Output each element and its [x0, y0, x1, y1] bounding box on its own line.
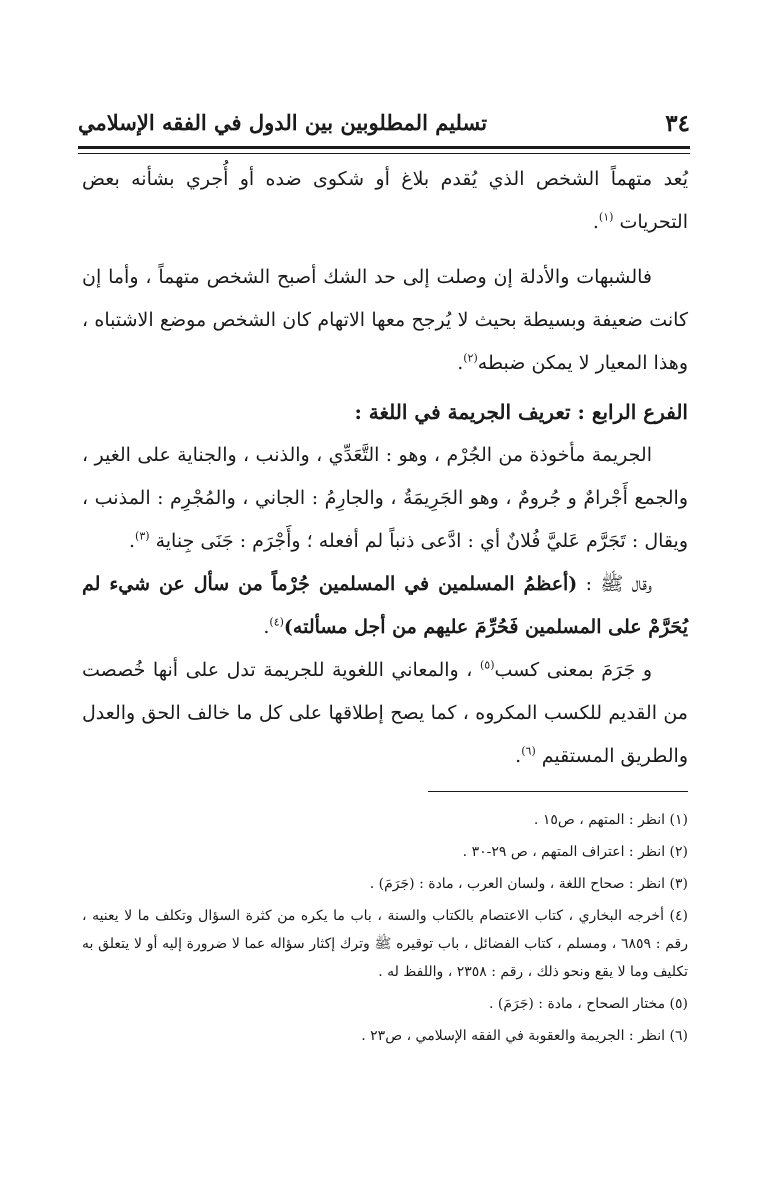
page-header: [78, 106, 690, 142]
paragraph-4: وقال ﷺ : (أعظمُ المسلمين في المسلمين جُرْماً من سأل عن شيء لم يُحَرَّمْ على المسلمين فَحُرِّمَ عليهم من أجل مسألته)$^{(٤)}$.: [82, 573, 688, 638]
header-rule-thick: [78, 146, 690, 149]
header-rule-thin: [78, 153, 690, 154]
footnote-ref-5: (٥): [479, 658, 495, 672]
footnotes: [82, 806, 688, 1054]
footnote-4: (٤) أخرجه البخاري ، كتاب الاعتصام بالكتاب والسنة ، باب ما يكره من كثرة السؤال وتكلف ما لا يعنيه ، رقم : ٦٨٥٩ ، ومسلم ، كتاب الفضائل ، باب توقيره ﷺ وترك إكثار سؤاله عما لا ضرورة إليه أو لا يتعلق به تكليف وما لا يقع ونحو ذلك ، رقم : ٢٣٥٨ ، واللفظ له .: [82, 908, 688, 980]
body-text: [82, 158, 688, 778]
paragraph-1: يُعد متهماً الشخص الذي يُقدم بلاغ أو شكوى ضده أو أُجري بشأنه بعض التحريات $^{(١)}$.: [82, 168, 688, 233]
paragraph-5-text-a: و جَرَمَ بمعنى كسب: [494, 659, 652, 681]
page-number: ٣٤: [665, 110, 690, 137]
footnote-separator: [428, 791, 688, 792]
footnote-1: (١) انظر : المتهم ، ص١٥ .: [533, 812, 688, 828]
paragraph-5-text-b: ، والمعاني اللغوية للجريمة تدل على أنها خُصصت من القديم للكسب المكروه ، كما يصح إطلاقها على كل ما خالف الحق والعدل والطريق المستقيم: [82, 659, 688, 767]
paragraph-3: الجريمة مأخوذة من الجُرْم ، وهو : التَّعَدِّي ، والذنب ، والجناية على الغير ، والجمع أَجْرامٌ و جُرومٌ ، وهو الجَرِيمَةُ ، والجارِمُ : الجاني ، والمُجْرِم : المذنب ، ويقال : تَجَرَّم عَليَّ فُلانٌ أي : ادَّعى ذنباً لم أفعله ؛ وأَجْرَم : جَنَى جِناية $^{(٣)}$.: [82, 444, 688, 552]
paragraph-1-text: يُعد متهماً الشخص الذي يُقدم بلاغ أو شكوى ضده أو أُجري بشأنه بعض التحريات: [82, 168, 688, 233]
paragraph-2-text: فالشبهات والأدلة إن وصلت إلى حد الشك أصبح الشخص متهماً ، وأما إن كانت ضعيفة وبسيطة بحيث لا يُرجح معها الاتهام كان الشخص موضع الاشتباه ، وهذا المعيار لا يمكن ضبطه: [82, 266, 688, 374]
paragraph-5: و جَرَمَ بمعنى كسب$^{(٥)}$ ، والمعاني اللغوية للجريمة تدل على أنها خُصصت من القديم للكسب المكروه ، كما يصح إطلاقها على كل ما خالف الحق والعدل والطريق المستقيم $^{(٦)}$.: [82, 658, 688, 767]
section-heading: الفرع الرابع : تعريف الجريمة في اللغة :: [354, 400, 688, 424]
footnote-ref-6: (٦): [521, 744, 536, 758]
paragraph-4-lead: وقال ﷺ :: [585, 573, 653, 595]
footnote-ref-3: (٣): [135, 529, 150, 543]
paragraph-2: فالشبهات والأدلة إن وصلت إلى حد الشك أصبح الشخص متهماً ، وأما إن كانت ضعيفة وبسيطة بحيث لا يُرجح معها الاتهام كان الشخص موضع الاشتباه ، وهذا المعيار لا يمكن ضبطه$^{(٢)}$.: [82, 266, 688, 374]
footnote-ref-2: (٢): [463, 351, 478, 365]
hadith-quote: (أعظمُ المسلمين في المسلمين جُرْماً من سأل عن شيء لم يُحَرَّمْ على المسلمين فَحُرِّمَ عليهم من أجل مسألته): [82, 573, 688, 638]
footnote-3: (٣) انظر : صحاح اللغة ، ولسان العرب ، مادة : (جَرَمَ) .: [369, 876, 688, 892]
footnote-2: (٢) انظر : اعتراف المتهم ، ص ٢٩-٣٠ .: [462, 844, 688, 860]
paragraph-3-text: الجريمة مأخوذة من الجُرْم ، وهو : التَّعَدِّي ، والذنب ، والجناية على الغير ، والجمع أَجْرامٌ و جُرومٌ ، وهو الجَرِيمَةُ ، والجارِمُ : الجاني ، والمُجْرِم : المذنب ، ويقال : تَجَرَّم عَليَّ فُلانٌ أي : ادَّعى ذنباً لم أفعله ؛ وأَجْرَم : جَنَى جِناية: [82, 444, 688, 552]
footnote-6: (٦) انظر : الجريمة والعقوبة في الفقه الإسلامي ، ص٢٣ .: [361, 1028, 688, 1044]
footnote-ref-1: (١): [598, 210, 614, 224]
footnote-5: (٥) مختار الصحاح ، مادة : (جَرَمَ) .: [488, 996, 688, 1012]
running-title: تسليم المطلوبين بين الدول في الفقه الإسلامي: [78, 110, 488, 135]
footnote-ref-4: (٤): [269, 615, 284, 629]
